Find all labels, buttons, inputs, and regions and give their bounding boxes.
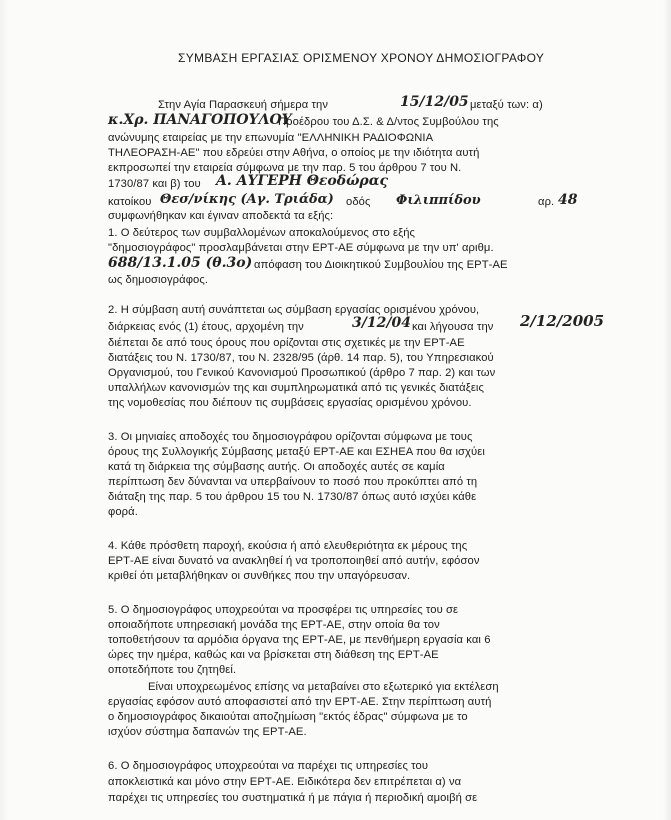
s5-line-4: ώρες την ημέρα, καθώς και να βρίσκεται στη διάθεση της ΕΡΤ-ΑΕ: [108, 649, 439, 661]
handwritten-street-number: 48: [558, 192, 578, 208]
s5-line-5: οποτεδήποτε του ζητηθεί.: [108, 664, 237, 676]
s5-line-2: οποιαδήποτε υπηρεσιακή μονάδα της ΕΡΤ-ΑΕ, στην οποία θα τον: [108, 619, 440, 631]
handwritten-date: 15/12/05: [400, 94, 469, 110]
intro-line-5: εκπροσωπεί την εταιρεία σύμφωνα με την παρ. 5 του άρθρου 7 του Ν.: [108, 162, 462, 174]
s2-line-5: Οργανισμού, του Γενικού Κανονισμού Προσωπικού (άρθρο 7 παρ. 2) και των: [108, 367, 496, 379]
handwritten-street: Φιλιππίδου: [396, 193, 481, 208]
s5-line-7: εργασίας εφόσον αυτό αποφασιστεί από την ΕΡΤ-ΑΕ. Στην περίπτωση αυτή: [108, 696, 492, 708]
intro-line-6a: 1730/87 και β) του: [108, 178, 201, 190]
s1-line-1: 1. Ο δεύτερος των συμβαλλομένων αποκαλούμενος στο εξής: [108, 227, 416, 239]
intro-line-1a: Στην Αγία Παρασκευή σήμερα την: [158, 99, 329, 111]
s5-line-9: ισχύον σύστημα δαπανών της ΕΡΤ-ΑΕ.: [108, 726, 307, 738]
page-shadow-right: [663, 0, 671, 820]
intro-line-7a: κατοίκου: [108, 196, 152, 208]
s1-line-4: ως δημοσιογράφος.: [108, 274, 209, 286]
intro-line-2b: Προέδρου του Δ.Σ. & Δ/ντος Συμβούλου της: [278, 116, 499, 128]
intro-line-7b: οδός: [346, 196, 371, 208]
s3-line-1: 3. Οι μηνιαίες αποδοχές του δημοσιογράφου ορίζονται σύμφωνα με τους: [108, 431, 473, 443]
handwritten-decision-number: 688/13.1.05 (θ.3ο): [108, 255, 253, 271]
intro-line-7c: αρ.: [538, 196, 555, 208]
s6-line-2: αποκλειστικά και μόνο στην ΕΡΤ-ΑΕ. Ειδικότερα δεν επιτρέπεται α) να: [108, 776, 462, 788]
intro-line-8: συμφωνήθηκαν και έγιναν αποδεκτά τα εξής:: [108, 210, 334, 222]
s4-line-2: ΕΡΤ-ΑΕ είναι δυνατό να ανακληθεί ή να τροποποιηθεί από αυτήν, εφόσον: [108, 555, 480, 567]
handwritten-city: Θεσ/νίκης (Αγ. Τριάδα): [160, 192, 334, 207]
s1-line-3b: απόφαση του Διοικητικού Συμβουλίου της ΕΡΤ-ΑΕ: [254, 259, 508, 271]
s2-line-2b: και λήγουσα την: [412, 321, 494, 333]
s4-line-1: 4. Κάθε πρόσθετη παροχή, εκούσια ή από ελευθεριότητα εκ μέρους της: [108, 540, 468, 552]
intro-line-1b: μεταξύ των: α): [470, 99, 543, 111]
s2-line-4: διατάξεις του Ν. 1730/87, του Ν. 2328/95 (άρθ. 14 παρ. 5), του Υπηρεσιακού: [108, 352, 494, 364]
s3-line-2: όρους της Συλλογικής Σύμβασης μεταξύ ΕΡΤ-ΑΕ και ΕΣΗΕΑ που θα ισχύει: [108, 446, 485, 458]
s6-line-1: 6. Ο δημοσιογράφος υποχρεούται να παρέχει τις υπηρεσίες του: [108, 760, 429, 772]
s3-line-3: κατά τη διάρκεια της σύμβασης αυτής. Οι αποδοχές αυτές σε καμία: [108, 461, 445, 473]
handwritten-journalist-name: Α. ΑΥΓΕΡΗ Θεοδώρας: [216, 173, 389, 189]
s3-line-6: φορά.: [108, 506, 138, 518]
document-title: ΣΥΜΒΑΣΗ ΕΡΓΑΣΙΑΣ ΟΡΙΣΜΕΝΟΥ ΧΡΟΝΟΥ ΔΗΜΟΣΙΟΓΡΑΦΟΥ: [178, 51, 545, 65]
s5-line-6: Είναι υποχρεωμένος επίσης να μεταβαίνει στο εξωτερικό για εκτέλεση: [148, 681, 499, 693]
s2-line-3: διέπεται δε από τους όρους που ορίζονται στις σχετικές με την ΕΡΤ-ΑΕ: [108, 337, 465, 349]
s5-line-1: 5. Ο δημοσιογράφος υποχρεούται να προσφέρει τις υπηρεσίες του σε: [108, 604, 459, 616]
handwritten-start-date: 3/12/04: [352, 315, 411, 331]
s4-line-3: κριθεί ότι μεταβλήθηκαν οι συνθήκες που την υπαγόρευσαν.: [108, 570, 411, 582]
s1-line-2: "δημοσιογράφος" προσλαμβάνεται στην ΕΡΤ-ΑΕ σύμφωνα με την υπ' αριθμ.: [108, 242, 494, 254]
s2-line-1: 2. Η σύμβαση αυτή συνάπτεται ως σύμβαση εργασίας ορισμένου χρόνου,: [108, 304, 480, 316]
s6-line-3: παρέχει τις υπηρεσίες του συστηματικά ή με πάγια ή περιοδική αμοιβή σε: [108, 792, 478, 804]
s3-line-5: διάταξη της παρ. 5 του άρθρου 15 του Ν. 1730/87 όπως αυτό ισχύει κάθε: [108, 491, 477, 503]
page-shadow-left: [0, 0, 8, 820]
handwritten-president-name: κ.Χρ. ΠΑΝΑΓΟΠΟΥΛΟΥ: [108, 112, 292, 128]
s3-line-4: περίπτωση δεν δύνανται να υπερβαίνουν το ποσό που προκύπτει από τη: [108, 476, 478, 488]
s2-line-6: υπαλλήλων κανονισμών της και συμπληρωματικά από τις γενικές διατάξεις: [108, 382, 484, 394]
intro-line-3: ανώνυμης εταιρείας με την επωνυμία "ΕΛΛΗΝΙΚΗ ΡΑΔΙΟΦΩΝΙΑ: [108, 132, 434, 144]
s2-line-2a: διάρκειας ενός (1) έτους, αρχομένη την: [108, 321, 304, 333]
intro-line-4: ΤΗΛΕΟΡΑΣΗ-ΑΕ" που εδρεύει στην Αθήνα, ο οποίος με την ιδιότητα αυτή: [108, 147, 480, 159]
s5-line-8: ο δημοσιογράφος δικαιούται αποζημίωση "εκτός έδρας" σύμφωνα με το: [108, 711, 468, 723]
s5-line-3: τοποθετήσουν τα αρμόδια όργανα της ΕΡΤ-ΑΕ, με πενθήμερη εργασία και 6: [108, 634, 491, 646]
handwritten-end-date: 2/12/2005: [520, 312, 605, 330]
s2-line-7: της νομοθεσίας που διέπουν τις συμβάσεις εργασίας ορισμένου χρόνου.: [108, 397, 472, 409]
